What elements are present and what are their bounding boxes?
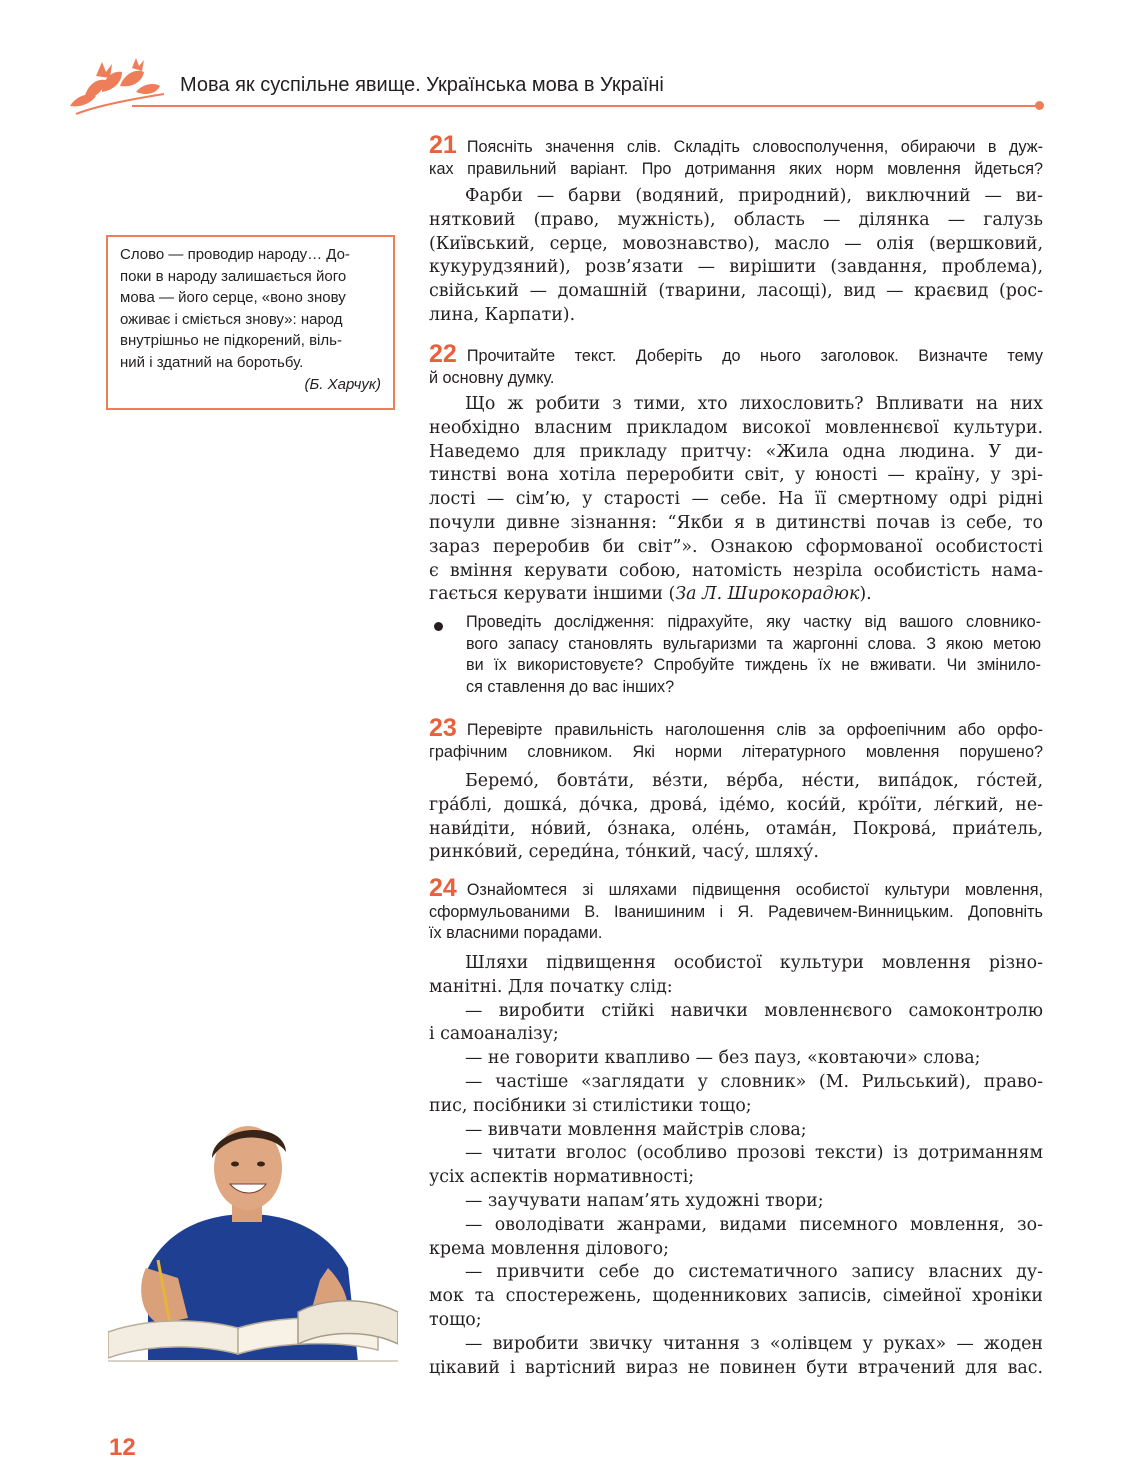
text-line: мок та спостережень, щоденникових записів, сімейної хроніки (429, 1286, 1043, 1307)
task-22-heading (429, 340, 1043, 389)
text-line: Наведемо для прикладу притчу: «Жила одна людина. У ди- (429, 441, 1043, 462)
text-line: і самоаналізу; (429, 1024, 559, 1045)
text-line: цікавий і вартісний вираз не повинен бути втрачений для вас. (429, 1357, 1043, 1378)
text-line: гра́блі, дошка́, до́чка, дрова́, іде́мо, коси́й, кро́їти, ле́гкий, не- (429, 794, 1043, 815)
text-line: — виробити стійкі навички мовленнєвого самоконтролю (465, 1000, 1043, 1021)
text-line: — вивчати мовлення майстрів слова; (465, 1119, 807, 1140)
source-reference: За Л. Широкорадюк (675, 584, 860, 605)
text-line: лості — сім’ю, у старості — себе. На її смертному одрі рідні (429, 489, 1043, 510)
header-divider-dot (1035, 101, 1044, 110)
student-with-books-photo (108, 1118, 398, 1362)
task-line: сформульованими В. Іванишиним і Я. Радевичем-Винницьким. Доповніть (429, 902, 1043, 921)
text-line: Що ж робити з тими, хто лихословить? Впливати на них (465, 394, 1043, 414)
text-line: усіх аспектів нормативності; (429, 1167, 695, 1188)
task-23-body (429, 770, 1043, 865)
text-line: Шляхи підвищення особистої культури мовлення різно- (465, 953, 1043, 973)
quote-box (106, 235, 395, 410)
task-number: 24 (429, 874, 457, 902)
task-number: 23 (429, 714, 457, 742)
text-line: почули дивне зізнання: “Якби я в дитинстві почав із себе, то (429, 512, 1043, 533)
task-22-body (429, 393, 1043, 607)
quote-line: поки в народу залишається його (120, 267, 347, 285)
text-line: — не говорити квапливо — без пауз, «ковтаючи» слова; (465, 1048, 981, 1069)
text-line: — частіше «заглядати у словник» (М. Рильський), право- (465, 1071, 1043, 1092)
flower-ornament-icon (66, 56, 166, 116)
text-line: тинстві вона хотіла переробити світ, у юності — країну, у зрі- (429, 465, 1043, 486)
text-line: лина, Карпати). (429, 304, 576, 325)
task-line: 24 Ознайомтеся зі шляхами підвищення особистої культури мовлення, (429, 874, 1043, 902)
task-21-body (429, 185, 1043, 328)
text-line: необхідно власним прикладом високої мовленнєвої культури. (429, 417, 1043, 438)
text-line: є вміння керувати собою, натомість незріла особистість нама- (429, 560, 1043, 581)
page-number: 12 (109, 1434, 136, 1461)
task-number: 22 (429, 340, 457, 368)
quote-line: внутрішньо не підкорений, віль- (120, 332, 342, 349)
text-line: (Київський, серце, мовознавство), масло — олія (вершковий, (429, 233, 1043, 254)
task-line: їх власними порадами. (429, 924, 603, 942)
task-line: й основну думку. (429, 368, 555, 387)
text-line: кукурудзяний), розв’язати — вирішити (завдання, проблема), (429, 257, 1043, 278)
text-line: нятковий (право, мужність), область — ділянка — галузь (429, 209, 1043, 230)
quote-line: Слово — проводир народу… До- (120, 246, 350, 263)
task-line: 23 Перевірте правильність наголошення слів за орфоепічним або орфо- (429, 714, 1043, 742)
task-24-body (429, 952, 1043, 1380)
text-line: манітні. Для початку слід: (429, 976, 673, 997)
task-line: Проведіть дослідження: підрахуйте, яку частку від вашого словнико- (466, 613, 1041, 631)
task-24-heading (429, 874, 1043, 945)
text-line: — читати вголос (особливо прозові тексти) із дотриманням (465, 1143, 1043, 1164)
quote-line: оживає і сміється знову»: народ (120, 310, 343, 328)
text-line: крема мовлення ділового; (429, 1238, 670, 1259)
text-line: Беремо́, бовта́ти, ве́зти, ве́рба, не́сти, випа́док, го́стей, (465, 771, 1043, 791)
quote-line: ний і здатний на боротьбу. (120, 353, 304, 371)
text-line: тощо; (429, 1309, 482, 1330)
research-task (466, 612, 1041, 698)
text-line: гається керувати іншими (За Л. Широкорадюк). (429, 584, 872, 605)
text-line: — виробити звичку читання з «олівцем у руках» — жоден (465, 1333, 1043, 1354)
task-line: ках правильний варіант. Про дотримання яких норм мовлення йдеться? (429, 159, 1043, 178)
task-21-heading (429, 131, 1043, 180)
task-line: графічним словником. Які норми літературного мовлення порушено? (429, 742, 1043, 761)
bullet-dot-icon (434, 622, 443, 631)
task-line: 21 Поясніть значення слів. Складіть словосполучення, обираючи в дуж- (429, 131, 1043, 159)
text-line: ринко́вий, середи́на, то́нкий, часу́, шляху́. (429, 842, 819, 863)
header-divider (132, 105, 1038, 107)
running-header-title: Мова як суспільне явище. Українська мова в Україні (180, 74, 664, 96)
text-line: пис, посібники зі стилістики тощо; (429, 1095, 752, 1116)
text-line: зараз переробив би світ”». Ознакою сформованої особистості (429, 536, 1043, 557)
quote-author: (Б. Харчук) (304, 376, 381, 393)
text-line: — заучувати напам’ять художні твори; (465, 1190, 824, 1211)
task-number: 21 (429, 131, 457, 159)
text-line: нави́діти, но́вий, о́знака, оле́нь, отама́н, Покрова́, приа́тель, (429, 818, 1043, 839)
quote-line: мова — його серце, «воно знову (120, 289, 346, 306)
text-line: — оволодівати жанрами, видами писемного мовлення, зо- (465, 1214, 1043, 1235)
text-line: свійський — домашній (тварини, ласощі), вид — краєвид (рос- (429, 281, 1043, 302)
task-line: вого запасу становлять вульгаризми та жаргонні слова. З якою метою (466, 634, 1041, 653)
text-line: — привчити себе до систематичного запису власних ду- (465, 1262, 1043, 1283)
task-line: 22 Прочитайте текст. Доберіть до нього заголовок. Визначте тему (429, 340, 1043, 368)
task-23-heading (429, 714, 1043, 763)
task-line: ся ставлення до вас інших? (466, 677, 675, 696)
task-line: ви їх використовуєте? Спробуйте тиждень їх не вживати. Чи змінило- (466, 656, 1041, 674)
text-line: Фарби — барви (водяний, природний), виключний — ви- (465, 186, 1043, 206)
